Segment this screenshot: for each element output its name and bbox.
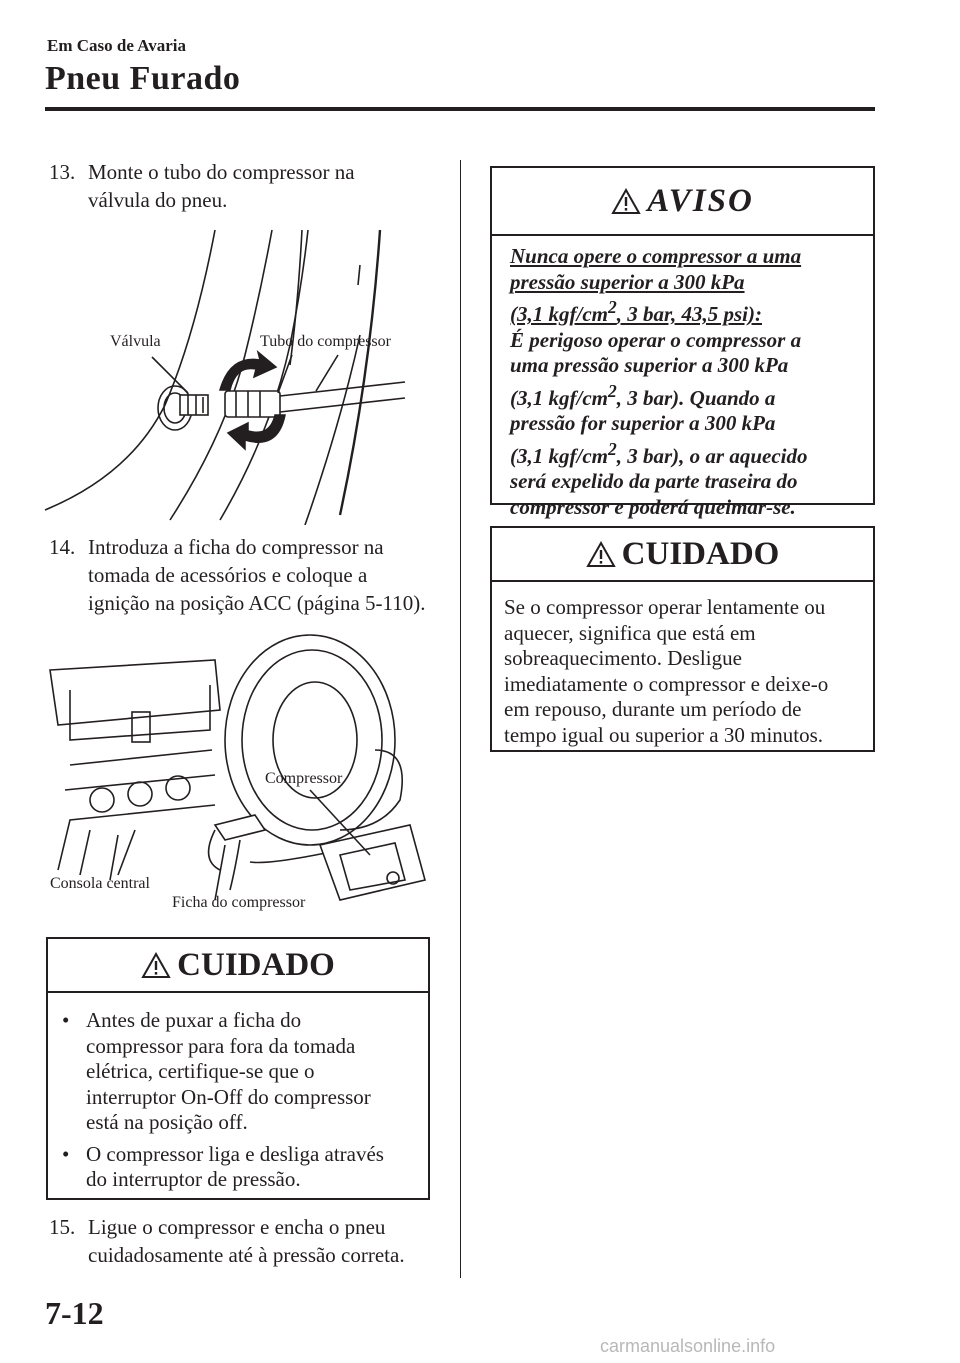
bullet-icon: • <box>62 1008 70 1032</box>
bullet-icon: • <box>62 1141 70 1166</box>
compressor-console-figure <box>40 630 440 915</box>
warning-triangle-icon <box>586 541 616 568</box>
step-text-line: Monte o tubo do compressor na <box>88 160 355 184</box>
warning-heading: AVISO <box>492 168 873 236</box>
title-rule <box>45 107 875 111</box>
page-title: Pneu Furado <box>45 60 241 97</box>
console-label: Consola central <box>50 875 150 892</box>
caution-bullet: • Antes de puxar a ficha do compressor para fora da tomada elétrica, certifique-se que o interruptor On-Off do compressor está na posição off. <box>62 1008 371 1134</box>
step-text-line: Introduza a ficha do compressor na <box>88 535 384 559</box>
valve-tube-figure <box>40 225 440 525</box>
warning-text: Nunca opere o compressor a uma pressão superior a 300 kPa (3,1 kgf/$cm^2$, 3 bar, 43,5 psi): É perigoso operar o compressor a uma pressão superior a 300 kPa (3,1 kgf/$cm^2$, 3 bar). Quando a pressão for superior a 300 kPa (3,1 kgf/$cm^2$, 3 bar), o ar aquecido será expelido da parte traseira do compressor e poderá queimar-se. <box>510 244 808 519</box>
warning-triangle-icon <box>141 952 171 979</box>
step-number: 13. <box>49 160 76 184</box>
step-text-line: válvula do pneu. <box>88 188 228 212</box>
plug-label: Ficha do compressor <box>172 894 306 911</box>
compressor-label: Compressor <box>265 770 343 787</box>
section-label: Em Caso de Avaria <box>47 36 186 55</box>
step-number: 14. <box>49 535 76 559</box>
step-text-line: Ligue o compressor e encha o pneu <box>88 1215 386 1239</box>
step-14 <box>49 533 459 617</box>
step-text-line: cuidadosamente até à pressão correta. <box>88 1243 405 1267</box>
tube-label: Tubo do compressor <box>260 333 391 350</box>
caution-box-1 <box>46 937 430 1200</box>
step-15 <box>49 1213 459 1269</box>
caution-box-2 <box>490 526 875 752</box>
caution-heading: CUIDADO <box>48 939 428 993</box>
caution-text: Se o compressor operar lentamente ou aquecer, significa que está em sobreaquecimento. Desligue imediatamente o compressor e deixe-o em repouso, durante um período de tempo igual ou superior a 30 minutos. <box>504 595 829 747</box>
caution-bullet: • O compressor liga e desliga através do interruptor de pressão. <box>62 1141 384 1191</box>
warning-box <box>490 166 875 519</box>
step-number: 15. <box>49 1215 76 1239</box>
warning-triangle-icon <box>611 188 641 215</box>
caution-heading: CUIDADO <box>492 528 873 582</box>
valve-label: Válvula <box>110 333 161 350</box>
watermark: carmanualsonline.info <box>600 1336 776 1356</box>
step-13 <box>49 158 449 214</box>
step-text-line: ignição na posição ACC (página 5-110). <box>88 591 426 615</box>
step-text-line: tomada de acessórios e coloque a <box>88 563 368 587</box>
page-number: 7-12 <box>45 1295 104 1331</box>
column-divider <box>460 160 461 1278</box>
